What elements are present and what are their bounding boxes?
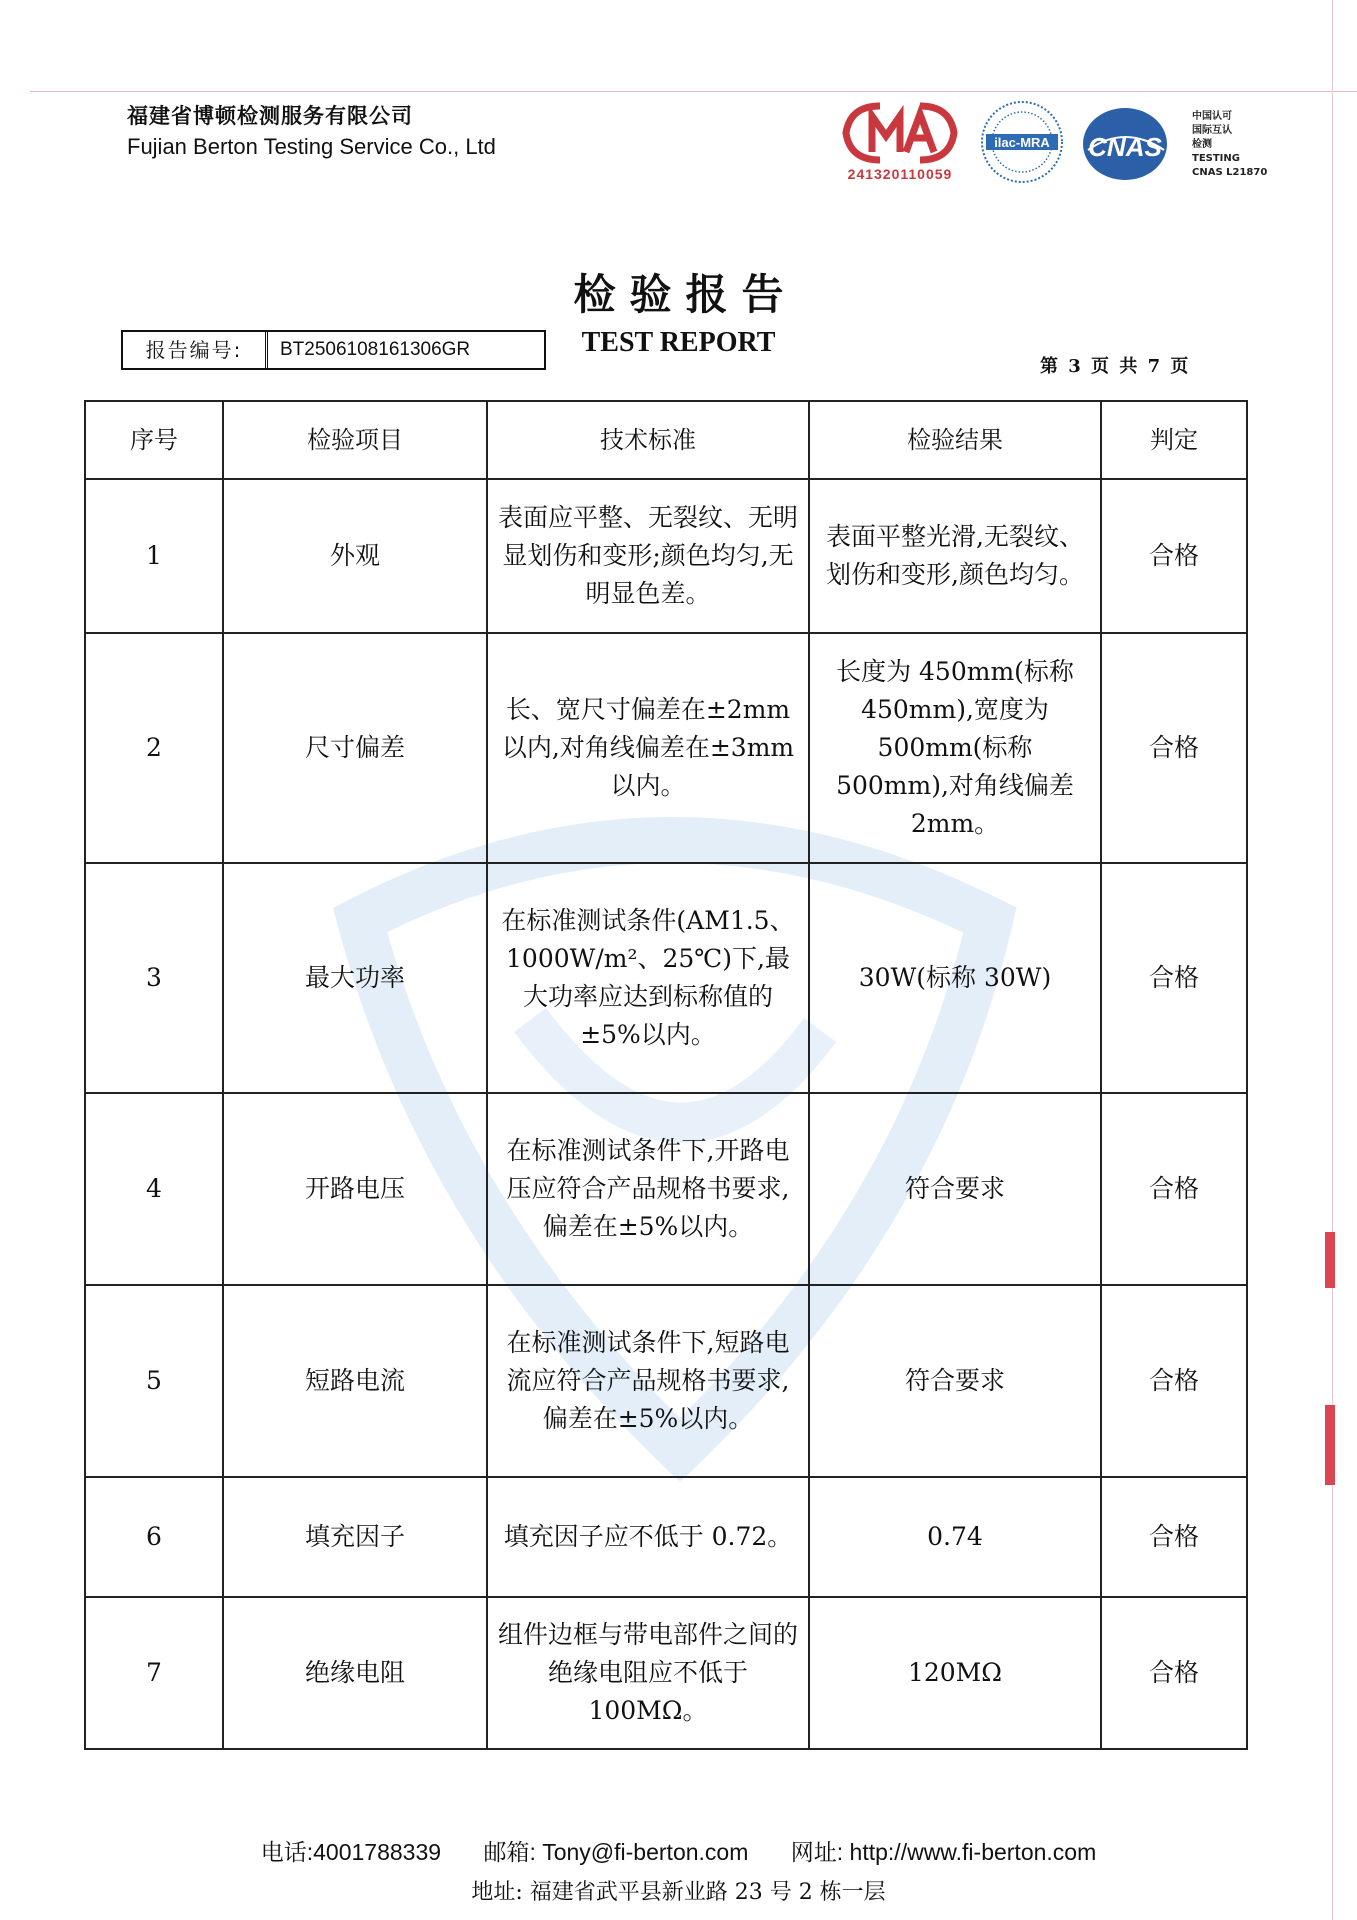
table-row — [85, 863, 1247, 1093]
svg-text:ilac-MRA: ilac-MRA — [994, 135, 1050, 150]
cma-mark-icon — [840, 102, 960, 164]
cell-result: 符合要求 — [809, 1285, 1101, 1477]
cell-standard: 在标准测试条件(AM1.5、1000W/m²、25℃)下,最大功率应达到标称值的±5%以内。 — [487, 863, 809, 1093]
cell-no: 6 — [85, 1477, 223, 1597]
seal-edge-mark — [1325, 1232, 1335, 1288]
cma-number: 241320110059 — [847, 166, 953, 182]
cell-item: 外观 — [223, 479, 487, 633]
table-row — [85, 1597, 1247, 1749]
cell-no: 2 — [85, 633, 223, 863]
cell-verdict: 合格 — [1101, 1597, 1247, 1749]
cnas-side-line: TESTING — [1192, 153, 1240, 164]
cell-verdict: 合格 — [1101, 633, 1247, 863]
cell-standard: 组件边框与带电部件之间的绝缘电阻应不低于 100MΩ。 — [487, 1597, 809, 1749]
header-rule — [30, 91, 1357, 92]
cell-standard: 在标准测试条件下,短路电流应符合产品规格书要求,偏差在±5%以内。 — [487, 1285, 809, 1477]
cell-result: 30W(标称 30W) — [809, 863, 1101, 1093]
header-verdict: 判定 — [1101, 401, 1247, 479]
cell-item: 尺寸偏差 — [223, 633, 487, 863]
seal-edge-mark — [1325, 1405, 1335, 1485]
cell-result: 长度为 450mm(标称 450mm),宽度为 500mm(标称 500mm),对角线偏差 2mm。 — [809, 633, 1101, 863]
cell-standard: 长、宽尺寸偏差在±2mm 以内,对角线偏差在±3mm 以内。 — [487, 633, 809, 863]
company-block — [127, 100, 496, 160]
table-row — [85, 1093, 1247, 1285]
accreditation-logos — [840, 100, 1280, 196]
footer-phone: 电话:4001788339 — [260, 1839, 442, 1865]
cell-standard: 在标准测试条件下,开路电压应符合产品规格书要求,偏差在±5%以内。 — [487, 1093, 809, 1285]
footer-contact-line — [0, 1834, 1357, 1867]
footer-email: 邮箱: Tony@fi-berton.com — [483, 1839, 749, 1865]
cell-result: 0.74 — [809, 1477, 1101, 1597]
report-number-box — [121, 330, 546, 370]
cell-verdict: 合格 — [1101, 1093, 1247, 1285]
cnas-side-line: CNAS L21870 — [1192, 167, 1268, 178]
report-number-label: 报告编号: — [123, 332, 268, 368]
cell-no: 3 — [85, 863, 223, 1093]
cell-item: 开路电压 — [223, 1093, 487, 1285]
cnas-side-line: 检测 — [1192, 139, 1212, 150]
ilac-mra-icon — [980, 100, 1064, 184]
company-name-en: Fujian Berton Testing Service Co., Ltd — [127, 134, 496, 159]
cell-verdict: 合格 — [1101, 863, 1247, 1093]
cell-item: 绝缘电阻 — [223, 1597, 487, 1749]
cell-standard: 填充因子应不低于 0.72。 — [487, 1477, 809, 1597]
cnas-icon — [1078, 104, 1172, 184]
cell-verdict: 合格 — [1101, 1285, 1247, 1477]
header-standard: 技术标准 — [487, 401, 809, 479]
cell-verdict: 合格 — [1101, 479, 1247, 633]
cell-item: 填充因子 — [223, 1477, 487, 1597]
footer-website: 网址: http://www.fi-berton.com — [790, 1839, 1097, 1865]
cnas-side-line: 国际互认 — [1192, 125, 1232, 136]
page-indicator: 第 3 页 共 7 页 — [1040, 356, 1189, 377]
cnas-side-line: 中国认可 — [1192, 111, 1232, 122]
cma-logo — [840, 102, 960, 182]
cell-item: 短路电流 — [223, 1285, 487, 1477]
header-item: 检验项目 — [223, 401, 487, 479]
report-number-value: BT2506108161306GR — [280, 339, 471, 360]
table-row — [85, 479, 1247, 633]
cell-item: 最大功率 — [223, 863, 487, 1093]
header-no: 序号 — [85, 401, 223, 479]
cnas-side-text — [1192, 110, 1267, 180]
table-row — [85, 1285, 1247, 1477]
cell-no: 1 — [85, 479, 223, 633]
table-row — [85, 1477, 1247, 1597]
cell-result: 120MΩ — [809, 1597, 1101, 1749]
page-footer — [0, 1834, 1357, 1906]
test-results-table — [84, 400, 1248, 1750]
table-header-row — [85, 401, 1247, 479]
table-row — [85, 633, 1247, 863]
report-title-cn: 检验报告 — [573, 270, 798, 319]
cell-no: 4 — [85, 1093, 223, 1285]
cell-result: 表面平整光滑,无裂纹、划伤和变形,颜色均匀。 — [809, 479, 1101, 633]
cell-verdict: 合格 — [1101, 1477, 1247, 1597]
cell-standard: 表面应平整、无裂纹、无明显划伤和变形;颜色均匀,无明显色差。 — [487, 479, 809, 633]
svg-text:CNAS: CNAS — [1088, 132, 1162, 162]
report-title-en: TEST REPORT — [581, 327, 776, 358]
cell-no: 7 — [85, 1597, 223, 1749]
cell-no: 5 — [85, 1285, 223, 1477]
cell-result: 符合要求 — [809, 1093, 1101, 1285]
footer-address: 地址: 福建省武平县新业路 23 号 2 栋一层 — [471, 1880, 886, 1905]
header-result: 检验结果 — [809, 401, 1101, 479]
company-name-cn: 福建省博顿检测服务有限公司 — [127, 104, 413, 128]
